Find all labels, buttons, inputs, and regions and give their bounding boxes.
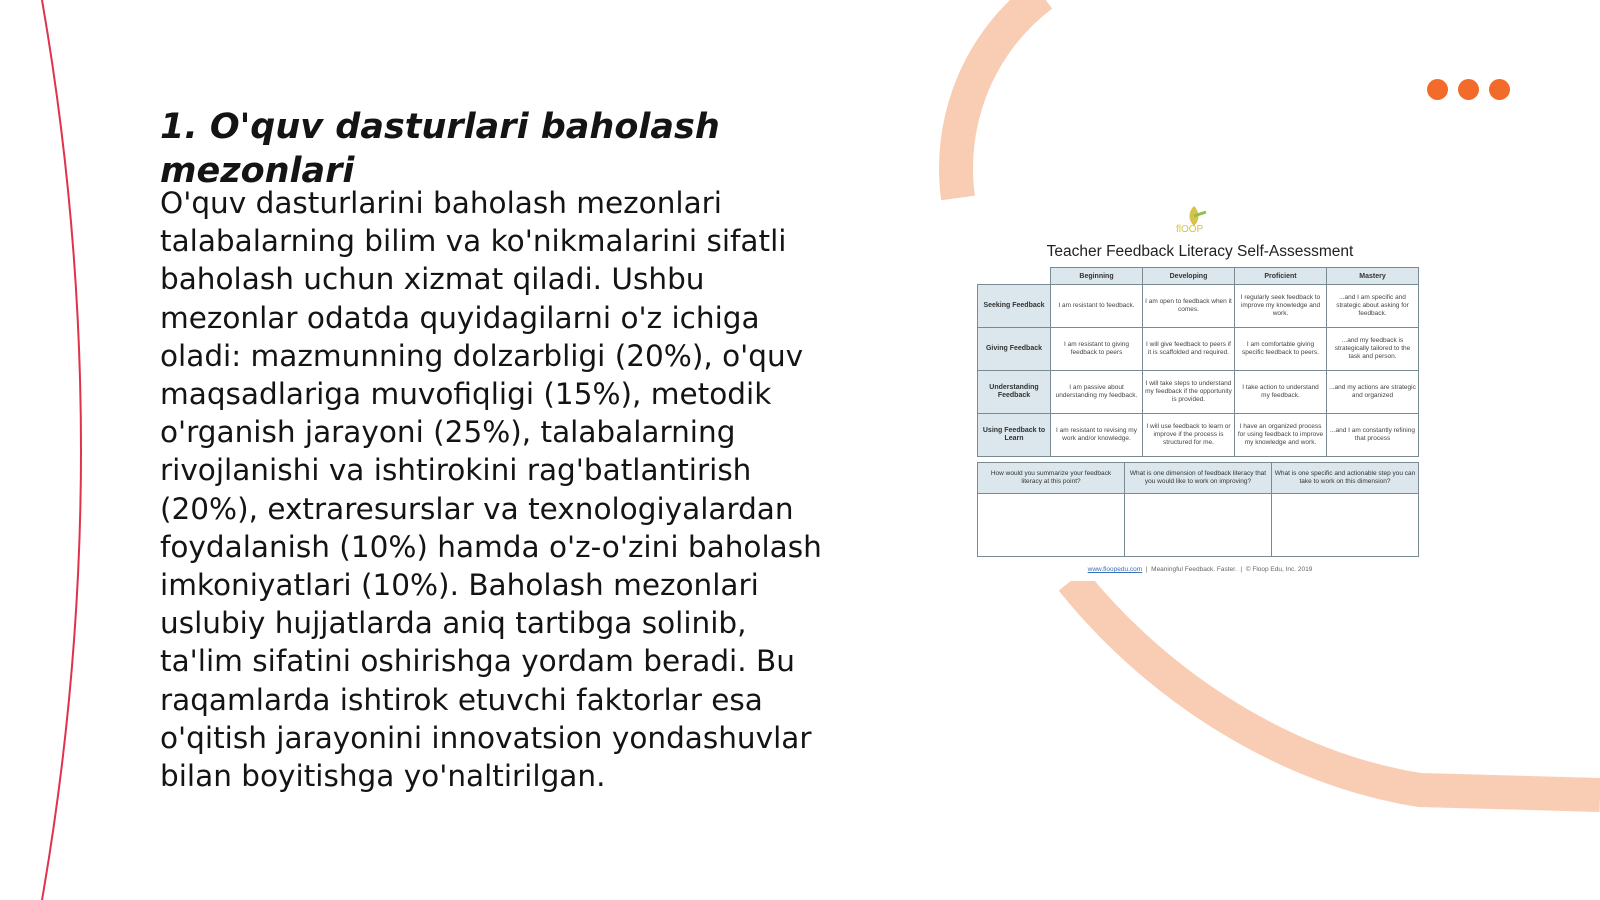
table-cell: ...and I am specific and strategic about asking for feedback. xyxy=(1327,285,1419,328)
slide-title: 1. O'quv dasturlari baholash mezonlari xyxy=(160,107,720,191)
table-cell: I am open to feedback when it comes. xyxy=(1143,285,1235,328)
table-cell: I take action to understand my feedback. xyxy=(1235,371,1327,414)
table-cell: I regularly seek feedback to improve my knowledge and work. xyxy=(1235,285,1327,328)
table-cell: I will take steps to understand my feedback if the opportunity is provided. xyxy=(1143,371,1235,414)
dot xyxy=(1458,79,1479,100)
three-dots-icon xyxy=(1427,79,1513,101)
reflection-answer-row xyxy=(978,494,1419,557)
reflection-table xyxy=(977,462,1419,557)
reflection-question: What is one specific and actionable step you can take to work on this dimension? xyxy=(1272,463,1419,494)
worksheet-footer xyxy=(970,566,1430,573)
table-cell: I will give feedback to peers if it is scaffolded and required. xyxy=(1143,328,1235,371)
table-row xyxy=(978,414,1419,457)
reflection-question: What is one dimension of feedback literacy that you would like to work on improving? xyxy=(1125,463,1272,494)
answer-cell xyxy=(978,494,1125,557)
footer-separator: | xyxy=(1240,566,1243,573)
reflection-question: How would you summarize your feedback literacy at this point? xyxy=(978,463,1125,494)
accent-arc xyxy=(956,0,1042,198)
rubric-table xyxy=(977,267,1419,457)
table-cell: I will use feedback to learn or improve if the process is structured for me. xyxy=(1143,414,1235,457)
logo-wordmark: flOOP xyxy=(1176,224,1204,235)
table-cell: I am resistant to feedback. xyxy=(1051,285,1143,328)
rubric-header-row xyxy=(978,268,1419,285)
row-header: Seeking Feedback xyxy=(978,285,1051,328)
row-header: Understanding Feedback xyxy=(978,371,1051,414)
dot xyxy=(1427,79,1448,100)
accent-arc-bottom xyxy=(1072,580,1600,795)
reflection-question-row xyxy=(978,463,1419,494)
left-edge-curve xyxy=(42,0,81,900)
answer-cell xyxy=(1272,494,1419,557)
table-cell: ...and I am constantly refining that process xyxy=(1327,414,1419,457)
table-cell: I have an organized process for using feedback to improve my knowledge and work. xyxy=(1235,414,1327,457)
table-cell: I am resistant to revising my work and/or knowledge. xyxy=(1051,414,1143,457)
table-row xyxy=(978,328,1419,371)
table-row xyxy=(978,371,1419,414)
table-cell: I am comfortable giving specific feedback to peers. xyxy=(1235,328,1327,371)
row-header: Giving Feedback xyxy=(978,328,1051,371)
feedback-literacy-worksheet xyxy=(970,196,1430,581)
table-cell: I am passive about understanding my feedback. xyxy=(1051,371,1143,414)
column-header: Beginning xyxy=(1051,268,1143,285)
slide-body-text: O'quv dasturlarini baholash mezonlari talabalarning bilim va ko'nikmalarini sifatli baholash uchun xizmat qiladi. Ushbu mezonlar odatda quyidagilarni o'z ichiga oladi: mazmunning dolzarbligi (20%), o'quv maqsadlariga muvofiqligi (15%), metodik o'rganish jarayoni (25%), talabalarning rivojlanishi va ishtirokini rag'batlantirish (20%), extraresurslar va texnologiyalardan foydalanish (10%) hamda o'z-o'zini baholash imkoniyatlari (10%). Baholash mezonlari uslubiy hujjatlarda aniq tartibga solinib, ta'lim sifatini oshirishga yordam beradi. Bu raqamlarda ishtirok etuvchi faktorlar esa o'qitish jarayonini innovatsion yondashuvlar bilan boyitishga yo'naltirilgan. xyxy=(160,186,822,794)
rubric-corner xyxy=(978,268,1051,285)
table-row xyxy=(978,285,1419,328)
row-header: Using Feedback to Learn xyxy=(978,414,1051,457)
table-cell: ...and my feedback is strategically tailored to the task and person. xyxy=(1327,328,1419,371)
table-cell: I am resistant to giving feedback to peers xyxy=(1051,328,1143,371)
column-header: Developing xyxy=(1143,268,1235,285)
dot xyxy=(1489,79,1510,100)
footer-separator: | xyxy=(1145,566,1148,573)
column-header: Mastery xyxy=(1327,268,1419,285)
footer-copyright: © Floop Edu, Inc. 2019 xyxy=(1245,566,1313,573)
footer-link: www.floopedu.com xyxy=(1087,566,1143,573)
table-cell: ...and my actions are strategic and organized xyxy=(1327,371,1419,414)
column-header: Proficient xyxy=(1235,268,1327,285)
worksheet-title: Teacher Feedback Literacy Self-Assessment xyxy=(1046,243,1354,260)
footer-tagline: Meaningful Feedback. Faster. xyxy=(1151,566,1237,573)
answer-cell xyxy=(1125,494,1272,557)
